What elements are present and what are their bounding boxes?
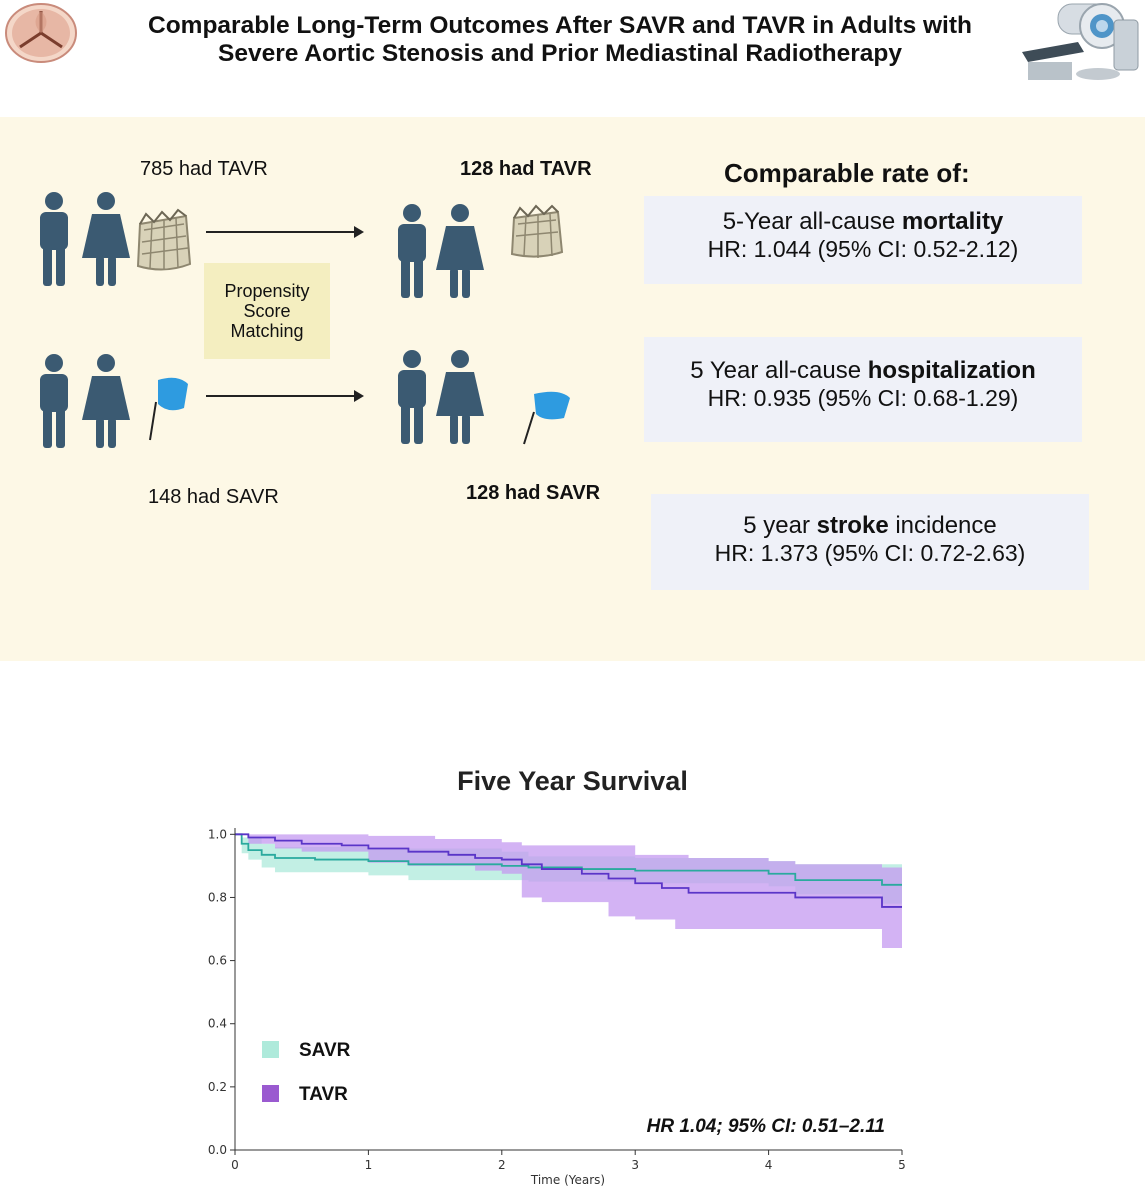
psm-line: Score <box>243 301 291 321</box>
tavr-legend-swatch <box>262 1085 279 1102</box>
x-tick-label: 0 <box>231 1158 239 1172</box>
psm-line: Matching <box>230 321 304 341</box>
propensity-score-matching-box <box>204 263 330 359</box>
x-tick-label: 4 <box>764 1158 773 1172</box>
outcome-title: 5-Year all-cause mortality <box>722 208 1004 235</box>
survival-chart <box>195 820 925 1192</box>
savr-after-people-icon <box>392 348 592 448</box>
outcome-hospitalization-box <box>644 337 1082 442</box>
transcatheter-valve-icon <box>138 210 190 270</box>
outcome-title: 5 year stroke incidence <box>743 512 997 539</box>
transcatheter-valve-icon <box>512 206 562 258</box>
y-tick-label: 0.2 <box>207 1079 227 1094</box>
savr-before-count: 148 had SAVR <box>148 486 279 508</box>
tavr-after-count: 128 had TAVR <box>460 158 592 180</box>
savr-legend-label: SAVR <box>299 1040 351 1061</box>
savr-after-count: 128 had SAVR <box>466 482 601 504</box>
tavr-after-people-icon <box>392 202 602 302</box>
confidence-bands <box>235 834 902 948</box>
outcome-stat: HR: 0.935 (95% CI: 0.68-1.29) <box>707 385 1019 411</box>
chart-legend <box>262 1040 351 1105</box>
surgical-scalpel-hand-icon <box>150 378 188 440</box>
y-tick-label: 0.4 <box>207 1016 227 1031</box>
outcome-stroke-box <box>651 494 1089 590</box>
x-axis-label: Time (Years) <box>530 1173 606 1187</box>
chart-title: Five Year Survival <box>457 766 688 796</box>
outcome-mortality-box <box>644 196 1082 284</box>
tavr-before-people-icon <box>34 190 194 290</box>
psm-line: Propensity <box>224 281 310 301</box>
tavr-ci-band <box>235 834 902 948</box>
x-tick-label: 2 <box>497 1158 506 1172</box>
savr-arrow <box>206 395 362 397</box>
tavr-legend-label: TAVR <box>299 1084 348 1105</box>
y-tick-label: 1.0 <box>207 827 227 842</box>
y-tick-label: 0.8 <box>207 890 227 905</box>
y-tick-label: 0.0 <box>207 1143 227 1157</box>
x-tick-label: 5 <box>898 1158 906 1172</box>
radiotherapy-machine-icon <box>1018 0 1142 84</box>
page-title-line2: Severe Aortic Stenosis and Prior Mediastinal Radiotherapy <box>218 40 902 67</box>
header <box>0 0 1145 100</box>
x-tick-label: 3 <box>631 1158 640 1172</box>
page-title-line1: Comparable Long-Term Outcomes After SAVR and TAVR in Adults with <box>148 12 972 39</box>
tavr-arrow <box>206 231 362 233</box>
tavr-before-count: 785 had TAVR <box>140 158 268 180</box>
savr-before-people-icon <box>34 352 204 452</box>
outcomes-heading: Comparable rate of: <box>724 158 970 188</box>
surgical-scalpel-hand-icon <box>524 392 570 444</box>
hazard-ratio-annotation: HR 1.04; 95% CI: 0.51–2.11 <box>646 1116 885 1137</box>
savr-legend-swatch <box>262 1041 279 1058</box>
outcome-stat: HR: 1.373 (95% CI: 0.72-2.63) <box>714 540 1026 566</box>
x-tick-label: 1 <box>364 1158 373 1172</box>
y-tick-label: 0.6 <box>207 953 227 968</box>
outcome-stat: HR: 1.044 (95% CI: 0.52-2.12) <box>707 236 1019 262</box>
outcome-title: 5 Year all-cause hospitalization <box>690 357 1036 384</box>
